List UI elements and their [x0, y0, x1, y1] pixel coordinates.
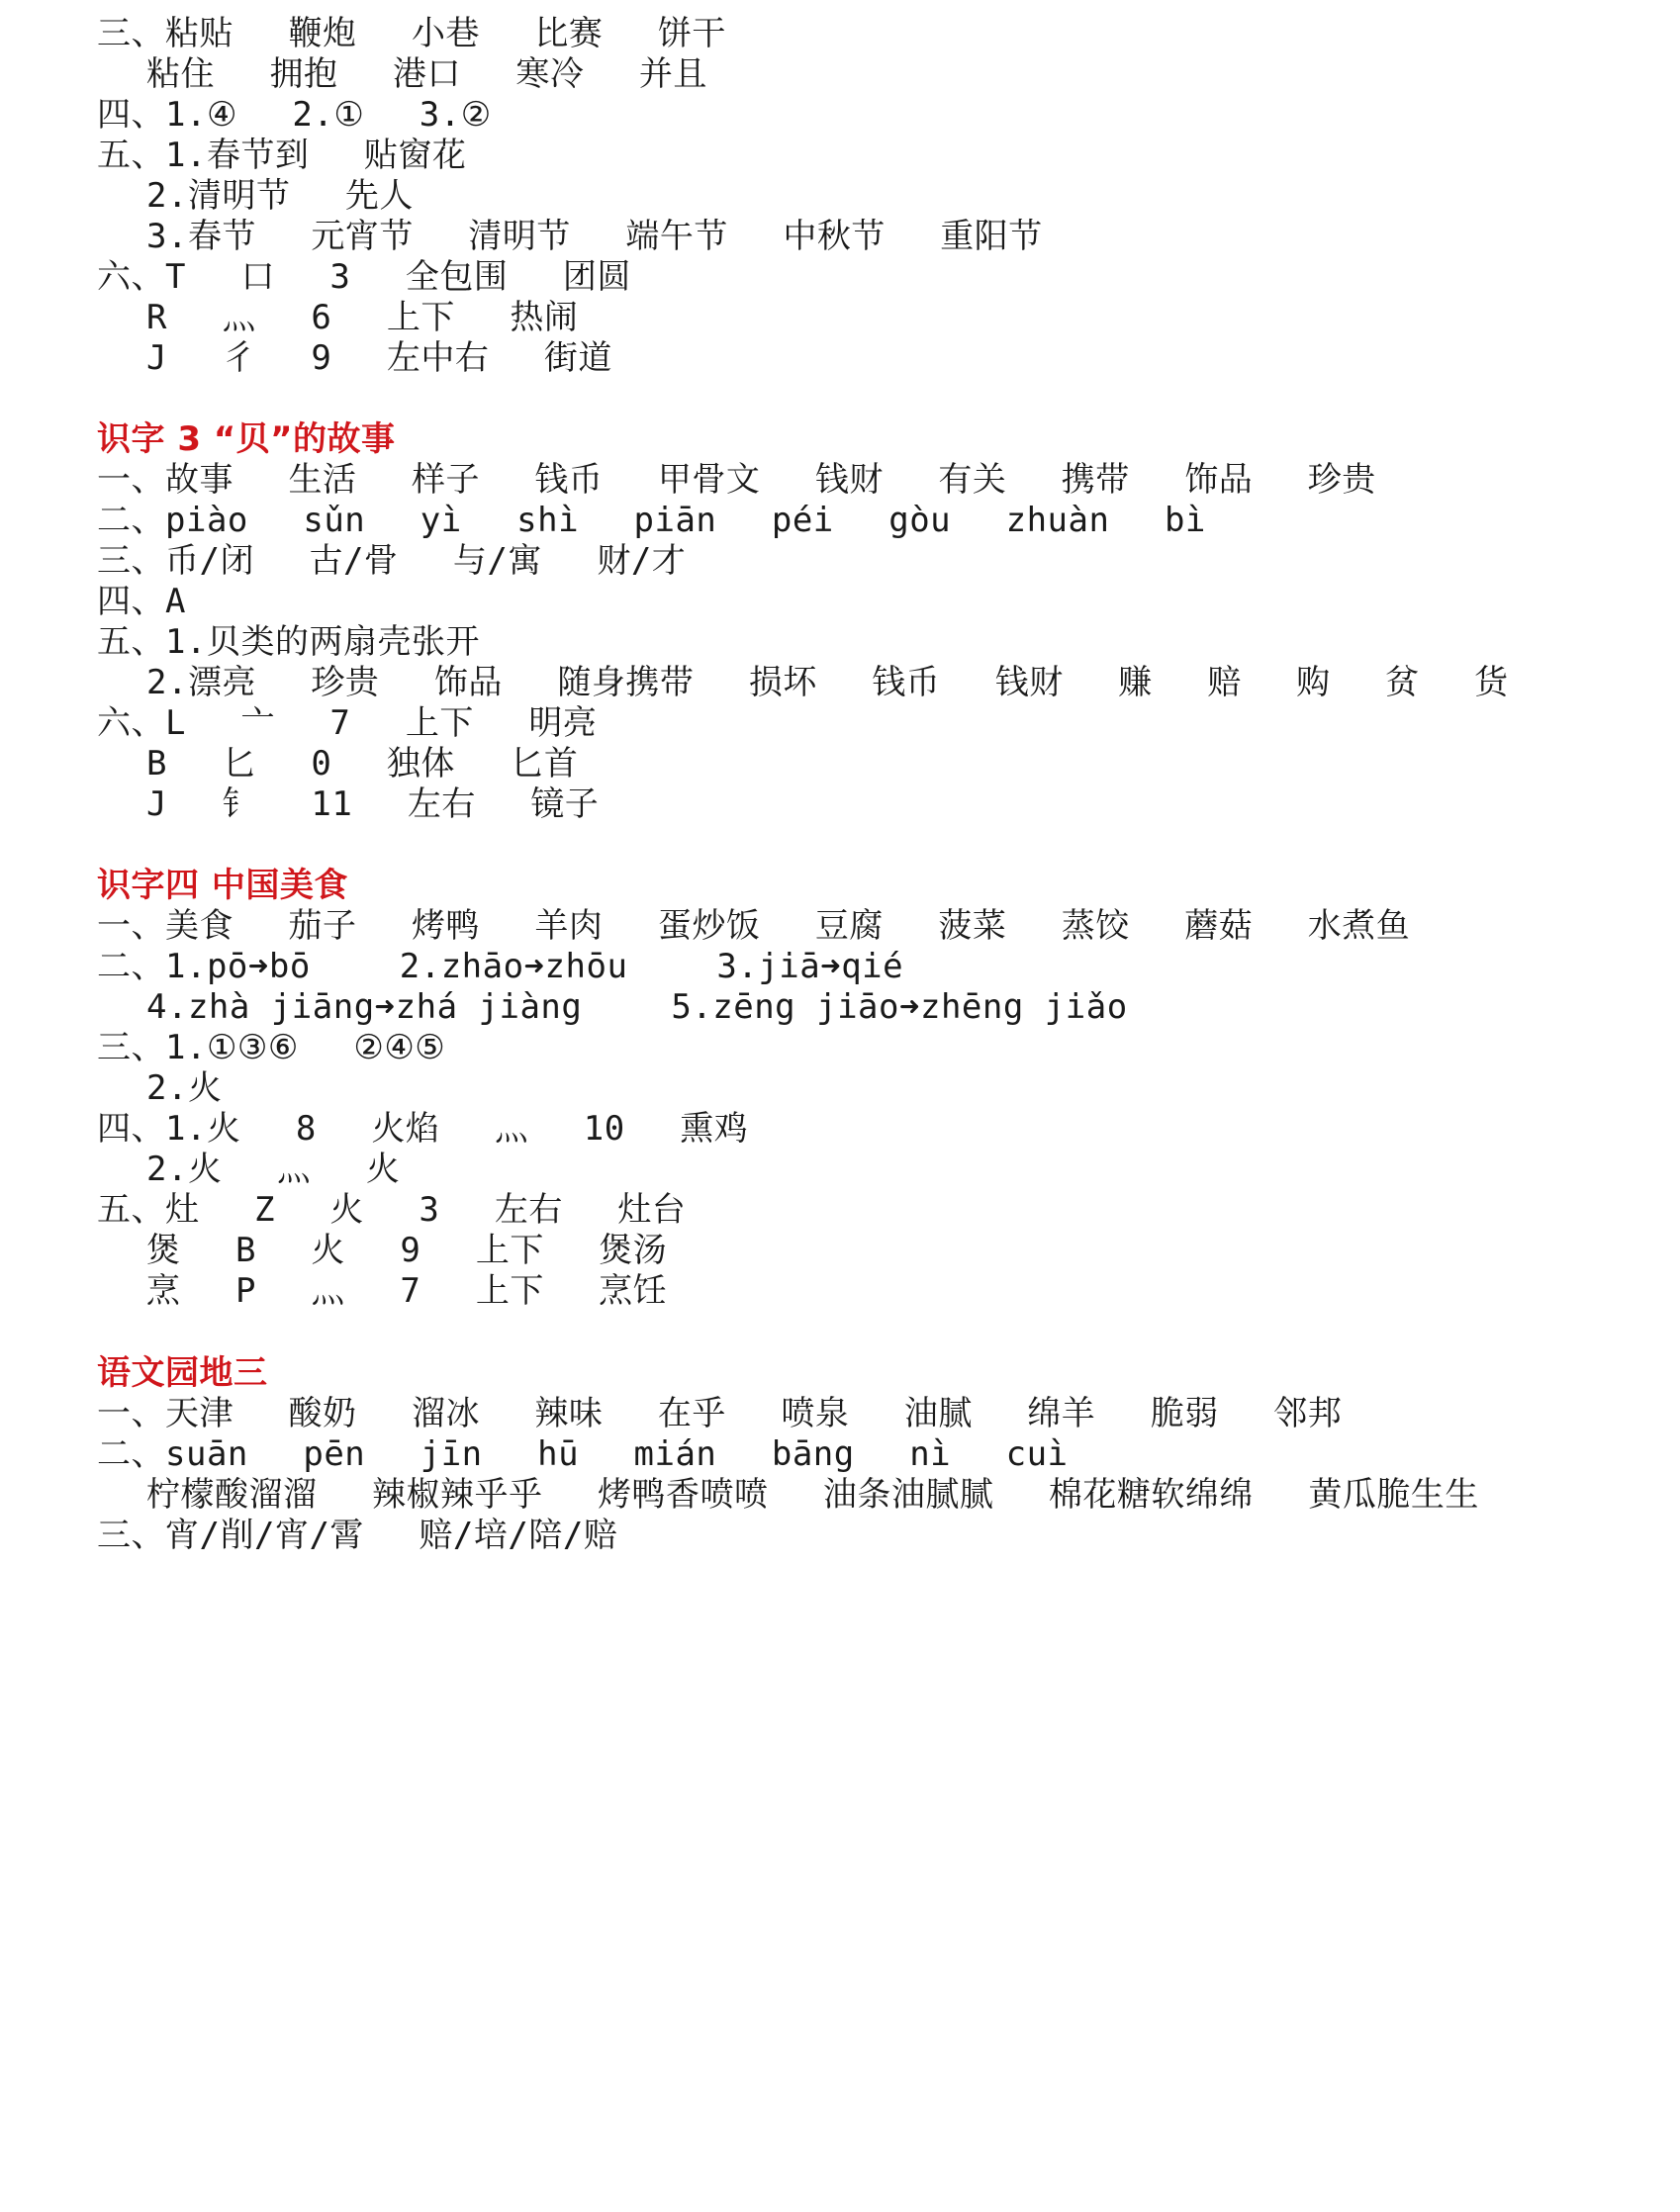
answer-line	[97, 134, 466, 177]
answer-line	[97, 1026, 445, 1069]
item-number: 一、	[97, 906, 165, 946]
answer-text: B 匕 0 独体 匕首	[146, 744, 579, 783]
answer-line	[97, 458, 1376, 502]
item-number: 二、	[97, 1434, 165, 1474]
answer-text: 3.春节 元宵节 清明节 端午节 中秋节 重阳节	[146, 217, 1043, 256]
answer-text: 煲 B 火 9 上下 煲汤	[146, 1231, 668, 1270]
answer-continuation-line	[146, 1229, 667, 1272]
item-number: 二、	[97, 501, 165, 540]
answer-text: 宵/削/宵/霄 赔/培/陪/赔	[165, 1516, 618, 1555]
answer-text: 1.贝类的两扇壳张开	[165, 622, 480, 662]
answer-text: 2.漂亮 珍贵 饰品 随身携带 损坏 钱币 钱财 赚 赔 购 贫 货	[146, 663, 1509, 702]
answer-continuation-line	[146, 296, 578, 339]
item-number: 四、	[97, 1109, 165, 1149]
answer-line	[97, 580, 186, 623]
answer-continuation-line	[146, 1269, 667, 1313]
answer-text: 柠檬酸溜溜 辣椒辣乎乎 烤鸭香喷喷 油条油腻腻 棉花糖软绵绵 黄瓜脆生生	[146, 1475, 1479, 1515]
answer-text: piào sǔn yì shì piān péi gòu zhuàn bì	[165, 501, 1206, 540]
item-number: 五、	[97, 1190, 165, 1230]
answer-text: L 亠 7 上下 明亮	[165, 703, 598, 743]
answer-text: 1.春节到 贴窗花	[165, 136, 467, 175]
answer-continuation-line	[146, 336, 612, 380]
answer-line	[97, 1514, 617, 1557]
answer-text: 4.zhà jiāng➜zhá jiàng 5.zēng jiāo➜zhēng jiǎo	[146, 987, 1128, 1027]
answer-text: 美食 茄子 烤鸭 羊肉 蛋炒饭 豆腐 菠菜 蒸饺 蘑菇 水煮鱼	[165, 906, 1411, 946]
item-number: 五、	[97, 622, 165, 662]
answer-continuation-line	[146, 985, 1128, 1029]
item-number: 六、	[97, 257, 165, 297]
answer-continuation-line	[146, 52, 707, 96]
answer-line	[97, 93, 492, 137]
answer-line	[97, 255, 631, 299]
answer-continuation-line	[146, 742, 578, 785]
answer-text: 粘住 拥抱 港口 寒冷 并且	[146, 54, 707, 94]
item-number: 六、	[97, 703, 165, 743]
answer-line	[97, 904, 1410, 948]
answer-line	[97, 1188, 686, 1232]
answer-text: 2.火	[146, 1068, 223, 1108]
answer-text: 1.pō➜bō 2.zhāo➜zhōu 3.jiā➜qié	[165, 947, 904, 986]
answer-line	[97, 12, 726, 55]
answer-line	[97, 1392, 1342, 1435]
answer-text: J 彳 9 左中右 街道	[146, 338, 612, 378]
answer-text: 1.火 8 火焰 灬 10 熏鸡	[165, 1109, 749, 1149]
answer-line	[97, 539, 686, 583]
answer-text: 1.①③⑥ ②④⑤	[165, 1028, 446, 1067]
answer-text: T 口 3 全包围 团圆	[165, 257, 631, 297]
answer-line	[97, 1107, 748, 1151]
answer-continuation-line	[146, 174, 414, 218]
answer-text: R 灬 6 上下 热闹	[146, 298, 579, 337]
section-heading: 识字 3 “贝”的故事	[97, 419, 396, 459]
item-number: 三、	[97, 1516, 165, 1555]
item-number: 二、	[97, 947, 165, 986]
answer-text: 天津 酸奶 溜冰 辣味 在乎 喷泉 油腻 绵羊 脆弱 邻邦	[165, 1394, 1343, 1433]
item-number: 三、	[97, 14, 165, 53]
item-number: 五、	[97, 136, 165, 175]
answer-line	[97, 620, 480, 664]
answer-text: 2.火 灬 火	[146, 1150, 401, 1189]
answer-text: 2.清明节 先人	[146, 176, 414, 216]
item-number: 一、	[97, 460, 165, 500]
section-heading: 识字四 中国美食	[97, 866, 348, 905]
answer-continuation-line	[146, 1473, 1479, 1517]
item-number: 三、	[97, 541, 165, 581]
section-heading: 语文园地三	[97, 1353, 268, 1393]
answer-text: 粘贴 鞭炮 小巷 比赛 饼干	[165, 14, 726, 53]
answer-line	[97, 945, 903, 988]
answer-text: A	[165, 582, 186, 621]
item-number: 四、	[97, 582, 165, 621]
answer-continuation-line	[146, 661, 1509, 704]
answer-line	[97, 1432, 1069, 1476]
answer-line	[97, 499, 1206, 542]
answer-text: 灶 Z 火 3 左右 灶台	[165, 1190, 687, 1230]
answer-continuation-line	[146, 1066, 222, 1110]
answer-text: 币/闭 古/骨 与/寓 财/才	[165, 541, 687, 581]
item-number: 四、	[97, 95, 165, 135]
answer-line	[97, 701, 597, 745]
answer-text: 烹 P 灬 7 上下 烹饪	[146, 1271, 668, 1311]
answer-text: 故事 生活 样子 钱币 甲骨文 钱财 有关 携带 饰品 珍贵	[165, 460, 1376, 500]
answer-text: J 钅 11 左右 镜子	[146, 784, 600, 824]
answer-text: 1.④ 2.① 3.②	[165, 95, 492, 135]
item-number: 三、	[97, 1028, 165, 1067]
answer-text: suān pēn jīn hū mián bāng nì cuì	[165, 1434, 1069, 1474]
answer-continuation-line	[146, 783, 599, 826]
answer-continuation-line	[146, 215, 1043, 258]
answer-continuation-line	[146, 1148, 400, 1191]
item-number: 一、	[97, 1394, 165, 1433]
